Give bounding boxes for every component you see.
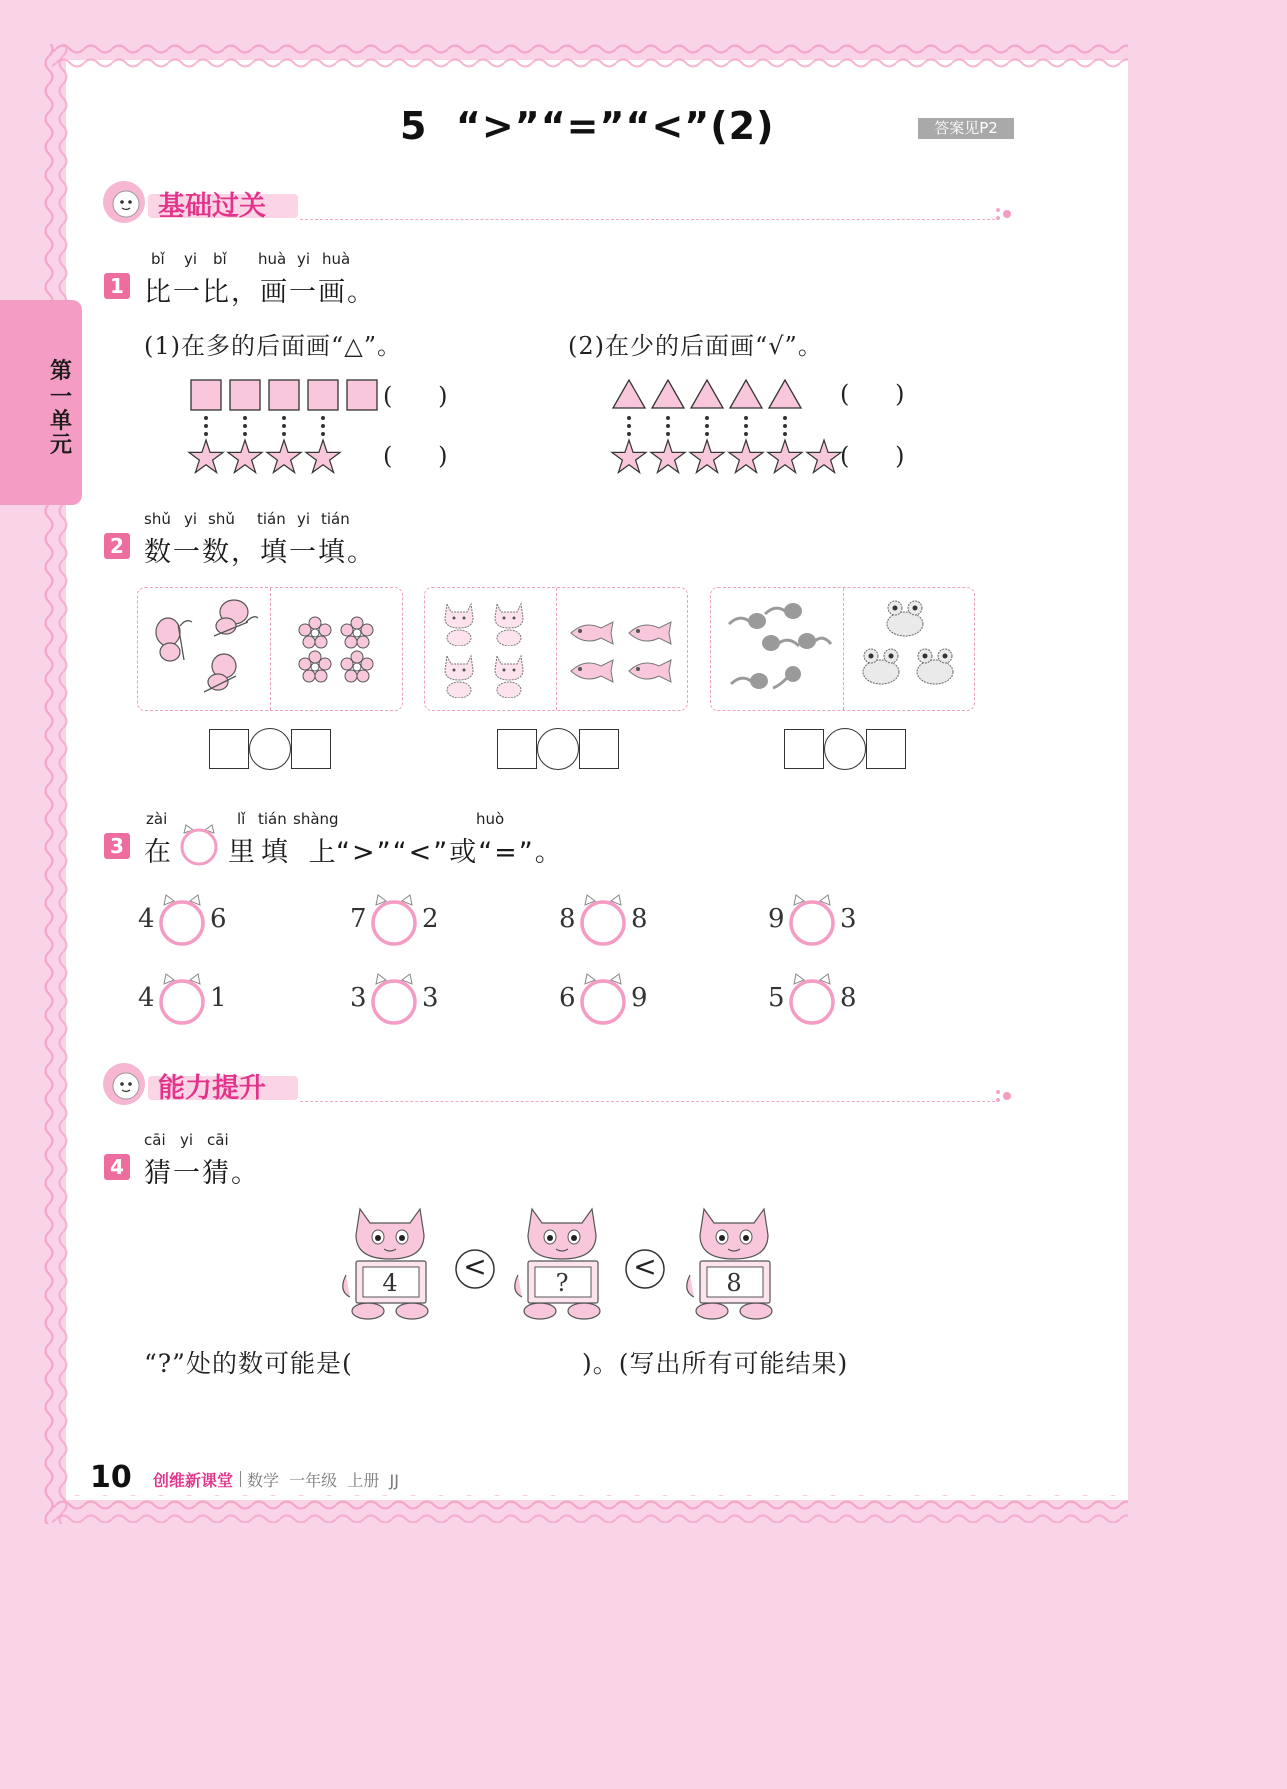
compare-number: 1: [210, 983, 227, 1013]
compare-squares-stars: [185, 376, 385, 478]
butterfly-icon: [150, 616, 202, 668]
compare-circle[interactable]: [156, 893, 208, 947]
pinyin: yi: [297, 250, 311, 268]
pinyin: tián: [257, 510, 286, 528]
mascot-icon: [100, 1060, 152, 1108]
tadpole-icon: [767, 664, 803, 690]
compare-circle[interactable]: [368, 972, 420, 1026]
tadpole-icon: [729, 670, 769, 692]
cat-icon: [439, 650, 479, 698]
card-number: 4: [382, 1269, 398, 1297]
subquestion-text: (2)在少的后面画“√”。: [568, 332, 823, 360]
compare-number: 3: [350, 983, 367, 1013]
pinyin: huà: [258, 250, 287, 268]
pinyin: tián: [321, 510, 350, 528]
answer-circle-sign[interactable]: [537, 728, 579, 770]
card-number: 8: [726, 1269, 742, 1297]
answer-box-number[interactable]: [784, 729, 824, 769]
picture-card-butterflies-flowers: [137, 587, 403, 711]
answer-reference-badge: 答案见P2: [918, 118, 1014, 139]
fish-icon: [567, 656, 617, 686]
flower-icon: [340, 616, 374, 650]
answer-parentheses: ( ): [840, 380, 905, 408]
cat-holding-card-icon: [684, 1205, 784, 1321]
answer-parentheses: ( ): [383, 442, 448, 470]
answer-parentheses: ( ): [840, 442, 905, 470]
subquestion-text: (1)在多的后面画“△”。: [144, 332, 402, 360]
answer-blank[interactable]: [380, 1344, 576, 1376]
footer-divider: [240, 1471, 241, 1487]
pinyin: shǔ: [208, 510, 235, 528]
butterfly-icon: [204, 596, 260, 644]
pinyin: cāi: [207, 1131, 229, 1149]
fish-icon: [567, 618, 617, 648]
pinyin: yi: [180, 1131, 194, 1149]
compare-number: 3: [422, 983, 439, 1013]
compare-number: 2: [422, 904, 439, 934]
section-title: 能力提升: [158, 1073, 266, 1104]
cat-card-holder: [684, 1205, 784, 1321]
compare-number: 8: [631, 904, 648, 934]
section-divider: [300, 219, 995, 220]
section-header-basic: [100, 178, 1020, 226]
cat-holding-card-icon: [512, 1205, 612, 1321]
flower-icon: [340, 650, 374, 684]
card-divider: [270, 588, 271, 710]
card-divider: [556, 588, 557, 710]
question-text: 在: [144, 837, 173, 868]
question-text: 猜一猜。: [144, 1158, 260, 1189]
pinyin: bǐ: [213, 250, 227, 268]
fish-icon: [625, 656, 675, 686]
pinyin: shàng: [293, 810, 339, 828]
answer-prompt: “?”处的数可能是(: [144, 1349, 353, 1378]
answer-box-number[interactable]: [866, 729, 906, 769]
question-text: 数一数，填一填。: [144, 537, 376, 568]
question-text: “>”“<”或“=”。: [336, 837, 564, 868]
answer-box-number[interactable]: [209, 729, 249, 769]
cat-holding-card-icon: [340, 1205, 440, 1321]
butterfly-icon: [196, 652, 248, 700]
tadpole-icon: [761, 632, 801, 654]
pinyin: huò: [476, 810, 505, 828]
frog-icon: [857, 646, 905, 688]
cat-card-holder: [340, 1205, 440, 1321]
flower-icon: [298, 616, 332, 650]
compare-number: 8: [559, 904, 576, 934]
question-number: 2: [104, 533, 130, 559]
side-tab-char: 第: [50, 359, 73, 384]
answer-box-number[interactable]: [497, 729, 537, 769]
card-divider: [843, 588, 844, 710]
fish-icon: [625, 618, 675, 648]
compare-circle[interactable]: [786, 972, 838, 1026]
question-number: 1: [104, 273, 130, 299]
picture-card-tadpoles-frogs: [710, 587, 975, 711]
page-number: 10: [90, 1460, 132, 1495]
cat-card-holder: [512, 1205, 612, 1321]
compare-number: 5: [768, 983, 785, 1013]
pinyin: yi: [184, 250, 198, 268]
question-number: 3: [104, 833, 130, 859]
pinyin: yi: [184, 510, 198, 528]
compare-circle[interactable]: [577, 893, 629, 947]
compare-number: 9: [631, 983, 648, 1013]
side-tab-char: 单: [50, 409, 73, 434]
tadpole-icon: [797, 630, 833, 652]
frog-icon: [911, 646, 959, 688]
compare-circle[interactable]: [786, 893, 838, 947]
page-title: 5 “>”“=”“<”(2): [400, 104, 775, 148]
compare-triangles-stars: [608, 376, 844, 478]
pinyin: zài: [146, 810, 168, 828]
compare-number: 6: [559, 983, 576, 1013]
unit-side-tab: [0, 300, 82, 505]
answer-circle-sign[interactable]: [249, 728, 291, 770]
less-than-sign: <: [633, 1250, 657, 1283]
mascot-icon: [100, 178, 152, 226]
pinyin: huà: [322, 250, 351, 268]
section-title: 基础过关: [158, 191, 266, 222]
pinyin: shǔ: [144, 510, 171, 528]
dots-icon: [993, 1087, 1017, 1107]
card-number: ?: [555, 1269, 569, 1297]
compare-number: 9: [768, 904, 785, 934]
pinyin: yi: [297, 510, 311, 528]
cat-ear-circle-icon: [178, 823, 220, 867]
compare-number: 3: [840, 904, 857, 934]
compare-circle[interactable]: [156, 972, 208, 1026]
footer-brand: 创维新课堂: [153, 1471, 234, 1490]
compare-number: 7: [350, 904, 367, 934]
footer-info: 数学 一年级 上册 JJ: [247, 1471, 399, 1490]
pinyin: bǐ: [151, 250, 165, 268]
cat-icon: [439, 598, 479, 646]
answer-box-number[interactable]: [579, 729, 619, 769]
question-text: 里填 上: [228, 837, 342, 868]
compare-circle[interactable]: [368, 893, 420, 947]
question-number: 4: [104, 1154, 130, 1180]
answer-prompt-tail: )。(写出所有可能结果): [582, 1349, 849, 1378]
tadpole-icon: [763, 600, 803, 622]
pinyin: lǐ: [237, 810, 246, 828]
less-than-sign: <: [463, 1250, 487, 1283]
dots-icon: [993, 205, 1017, 225]
pinyin: tián: [258, 810, 287, 828]
section-divider: [300, 1101, 995, 1102]
compare-number: 4: [138, 983, 155, 1013]
compare-circle[interactable]: [577, 972, 629, 1026]
side-tab-char: 一: [50, 385, 73, 410]
answer-circle-sign[interactable]: [824, 728, 866, 770]
frog-icon: [881, 598, 929, 640]
pinyin: cāi: [144, 1131, 166, 1149]
compare-number: 8: [840, 983, 857, 1013]
question-text: 比一比，画一画。: [144, 277, 376, 308]
picture-card-cats-fish: [424, 587, 688, 711]
compare-number: 4: [138, 904, 155, 934]
cat-icon: [489, 650, 529, 698]
answer-box-number[interactable]: [291, 729, 331, 769]
section-header-advanced: [100, 1060, 1020, 1108]
flower-icon: [298, 650, 332, 684]
compare-number: 6: [210, 904, 227, 934]
cat-icon: [489, 598, 529, 646]
tadpole-icon: [727, 610, 767, 632]
answer-parentheses: ( ): [383, 382, 448, 410]
side-tab-char: 元: [50, 433, 73, 458]
